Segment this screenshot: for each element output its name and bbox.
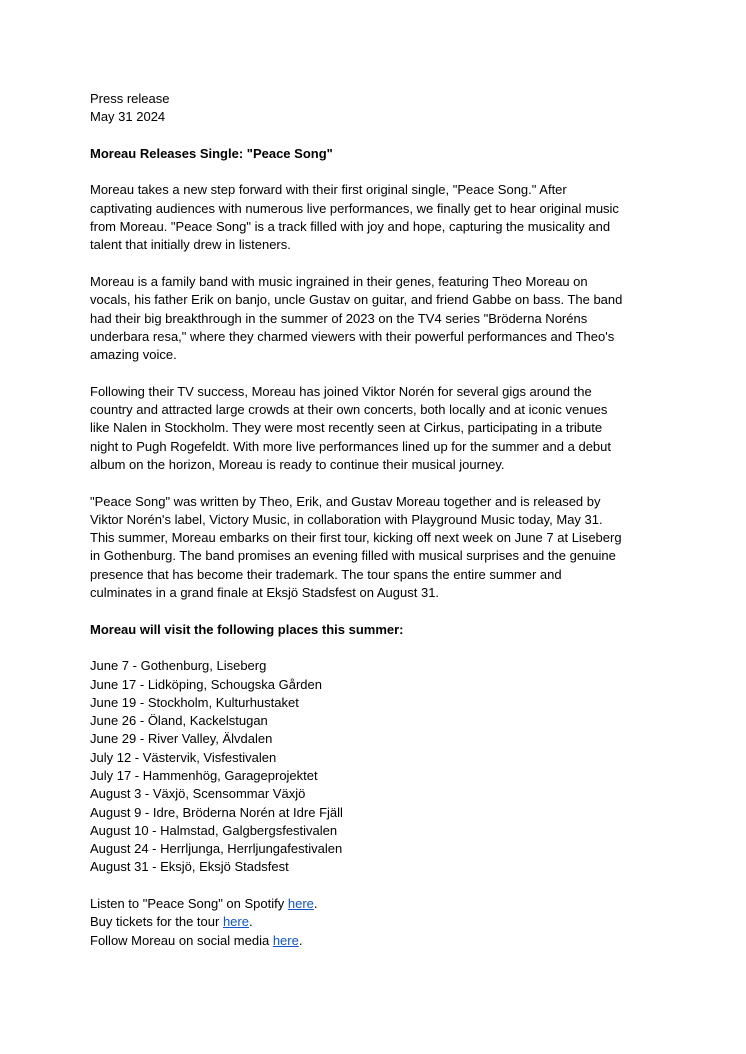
tickets-link-prefix: Buy tickets for the tour [90,914,223,930]
paragraph-line: amazing voice. [90,347,177,363]
tickets-link[interactable]: here [222,914,249,930]
paragraph-line: Moreau is a family band with music ingrained in their genes, featuring Theo Moreau on [90,273,588,289]
tour-date-item: August 3 - Växjö, Scensommar Växjö [90,786,306,802]
paragraph-line: Viktor Norén's label, Victory Music, in collaboration with Playground Music today, May 31. [90,511,603,527]
social-link-line [90,932,660,950]
social-link-suffix: . [298,932,303,948]
tour-date-item: July 12 - Västervik, Visfestivalen [90,749,277,765]
spotify-link-prefix: Listen to "Peace Song" on Spotify [90,896,288,912]
paragraph-line: in Gothenburg. The band promises an evening filled with musical surprises and the genuine [90,548,616,564]
spotify-link-suffix: . [313,896,318,912]
links-block [90,895,660,950]
paragraph-release [90,493,660,603]
paragraph-band [90,273,660,364]
tour-date-item: August 24 - Herrljunga, Herrljungafestivalen [90,841,343,857]
tour-date-item: June 26 - Öland, Kackelstugan [90,713,268,729]
tour-heading: Moreau will visit the following places this summer: [90,621,404,637]
tickets-link-line [90,913,660,931]
release-label: Press release [90,91,170,106]
social-media-link[interactable]: here [272,932,299,948]
release-header [90,90,660,127]
paragraph-success [90,383,660,474]
paragraph-line: presence that has become their trademark. The tour spans the entire summer and [90,566,562,582]
paragraph-line: like Nalen in Stockholm. They were most recently seen at Cirkus, participating in a tribute [90,420,603,436]
tour-date-item: June 19 - Stockholm, Kulturhustaket [90,694,299,710]
paragraph-line: talent that initially drew in listeners. [90,237,291,253]
headline-block [90,145,660,163]
paragraph-line: vocals, his father Erik on banjo, uncle Gustav on guitar, and friend Gabbe on bass. The band [90,292,623,308]
tour-date-item: June 7 - Gothenburg, Liseberg [90,658,267,674]
paragraph-line: had their big breakthrough in the summer of 2023 on the TV4 series "Bröderna Noréns [90,310,588,326]
tour-date-item: August 9 - Idre, Bröderna Norén at Idre Fjäll [90,804,343,820]
tour-date-item: June 17 - Lidköping, Schougska Gården [90,676,322,692]
tour-date-item: August 31 - Eksjö, Eksjö Stadsfest [90,859,289,875]
paragraph-line: Following their TV success, Moreau has joined Viktor Norén for several gigs around the [90,383,592,399]
paragraph-line: album on the horizon, Moreau is ready to continue their musical journey. [90,456,505,472]
paragraph-line: Moreau takes a new step forward with their first original single, "Peace Song." After [90,182,567,198]
paragraph-line: country and attracted large crowds at their own concerts, both locally and at iconic venues [90,402,608,418]
tour-date-item: June 29 - River Valley, Älvdalen [90,731,273,747]
paragraph-intro [90,181,660,254]
spotify-link-line [90,895,660,913]
paragraph-line: from Moreau. "Peace Song" is a track filled with joy and hope, capturing the musicality and [90,219,611,235]
social-link-prefix: Follow Moreau on social media [90,932,273,948]
spotify-link[interactable]: here [287,896,314,912]
tour-dates-list [90,657,660,877]
paragraph-line: underbara resa," where they charmed viewers with their powerful performances and Theo's [90,328,615,344]
tickets-link-suffix: . [248,914,253,930]
paragraph-line: captivating audiences with numerous live performances, we finally get to hear original music [90,200,619,216]
press-release-document [90,90,660,950]
tour-heading-block [90,621,660,639]
headline: Moreau Releases Single: "Peace Song" [90,145,333,161]
release-date: May 31 2024 [90,109,166,125]
tour-date-item: August 10 - Halmstad, Galgbergsfestivalen [90,822,338,838]
tour-date-item: July 17 - Hammenhög, Garageprojektet [90,767,318,783]
paragraph-line: "Peace Song" was written by Theo, Erik, and Gustav Moreau together and is released by [90,493,601,509]
paragraph-line: culminates in a grand finale at Eksjö Stadsfest on August 31. [90,585,440,601]
paragraph-line: night to Pugh Rogefeldt. With more live performances lined up for the summer and a debut [90,438,612,454]
paragraph-line: This summer, Moreau embarks on their first tour, kicking off next week on June 7 at Liseberg [90,530,622,546]
